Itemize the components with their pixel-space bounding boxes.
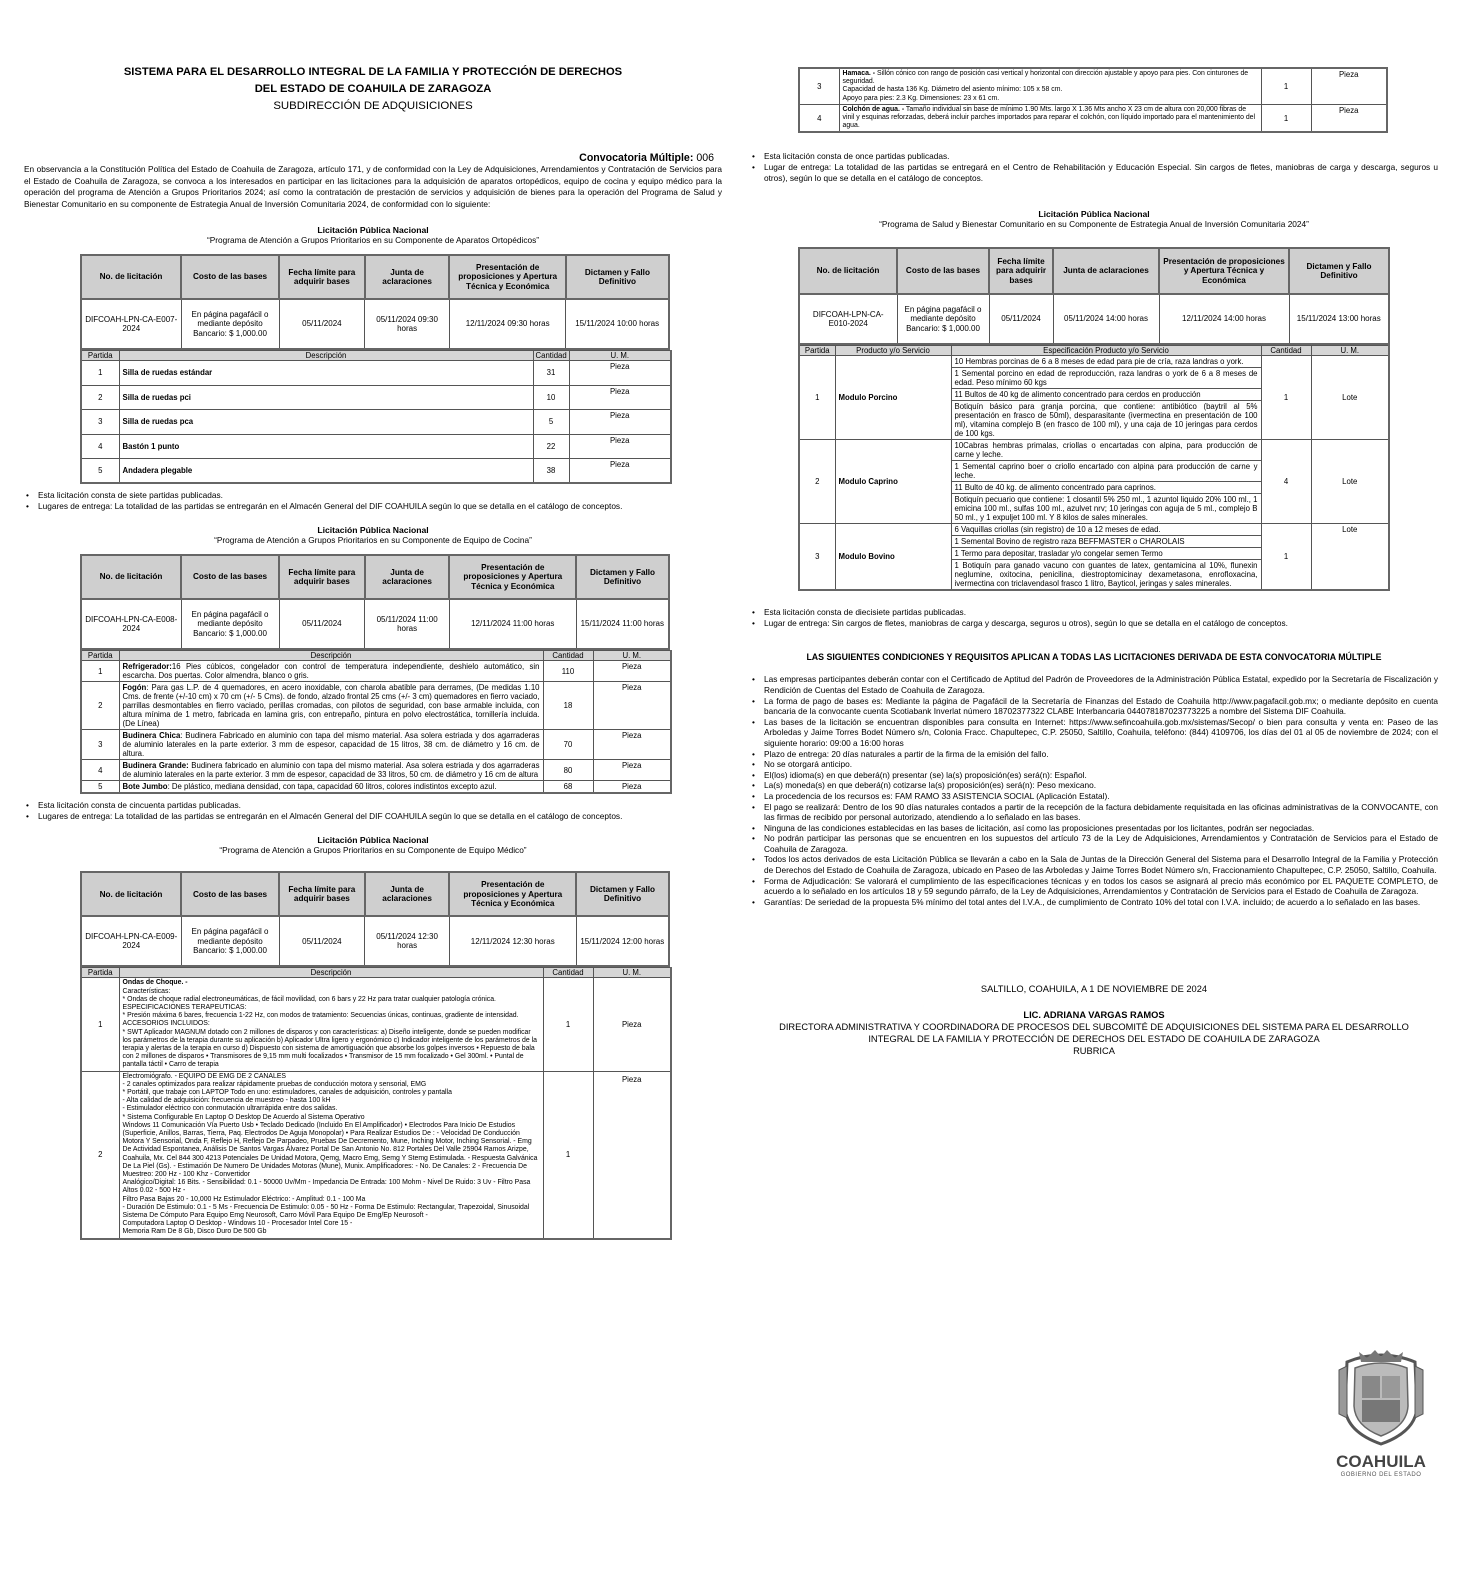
table-row: 4 Bastón 1 punto 22 Pieza bbox=[81, 434, 671, 459]
table-row: 5 Bote Jumbo: De plástico, mediana densidad, con tapa, capacidad 60 litros, colores indistintos excepto azul. 68 Pieza bbox=[81, 781, 671, 794]
table-row: 3 Budinera Chica: Budinera Fabricado en aluminio con tapa del mismo material. Asa solera estriada y dos agarraderas de aluminio laterales en la parte exterior. 3 mm de espesor, capacidad de 15 litros, 38 cm. de diámetro y 16 cm. de altura. 70 Pieza bbox=[81, 730, 671, 760]
lic4-notes bbox=[750, 607, 1438, 628]
org-title-line2: DEL ESTADO DE COAHUILA DE ZARAGOZA bbox=[254, 83, 492, 95]
coat-of-arms-icon bbox=[1325, 1348, 1437, 1448]
note-item: • No podrán participar las personas que se encuentren en los supuestos del artículo 73 de la Ley de Adquisiciones, Arrendamientos y Contratación de Servicios para el Estado de Coahuila de Zaragoza. bbox=[750, 833, 1438, 854]
note-item: • Las empresas participantes deberán contar con el Certificado de Aptitud del Padrón de Proveedores de la Administración Pública Estatal, expedido por la Secretaría de Fiscalización y Rendición de Cuentas del Estado de Coahuila de Zaragoza. bbox=[750, 674, 1438, 695]
table-row: 1 Termo para depositar, trasladar y/o congelar semen Termo bbox=[799, 548, 1389, 560]
lic3-number: DIFCOAH-LPN-CA-E009-2024 bbox=[81, 916, 181, 966]
lic3-notes bbox=[750, 151, 1438, 183]
conditions-title: LAS SIGUIENTES CONDICIONES Y REQUISITOS APLICAN A TODAS LAS LICITACIONES DERIVADA DE ESTA CONVOCATORIA MÚLTIPLE bbox=[806, 652, 1382, 663]
table-row: 4 Budinera Grande: Budinera fabricado en aluminio con tapa del mismo material. Asa solera estriada y dos agarraderas de aluminio laterales en la parte exterior. 3 mm de espesor, capacidad de 33 litros, 50 cm. de diámetro y 16 cm de altura 80 Pieza bbox=[81, 760, 671, 781]
lic1-title: Licitación Pública Nacional bbox=[317, 225, 429, 235]
lic3-program: “Programa de Atención a Grupos Prioritarios en su Componente de Equipo Médico” bbox=[219, 845, 527, 856]
note-item: • El pago se realizará: Dentro de los 90 días naturales contados a partir de la recepción de la factura debidamente requisitada en las oficinas administrativas de la CONVOCANTE, con las firmas de recibido por personal autorizado, atendiendo a lo señalado en las bases. bbox=[750, 802, 1438, 823]
table-row: 1 Semental caprino boer o criollo encartado con alpina para producción de carne y leche. bbox=[799, 461, 1389, 482]
table-row: 1 Semental Bovino de registro raza BEFFMASTER o CHAROLAIS bbox=[799, 536, 1389, 548]
conditions-list bbox=[750, 674, 1438, 907]
note-item: • Esta licitación consta de once partidas publicadas. bbox=[750, 151, 1438, 162]
note-item: • La forma de pago de bases es: Mediante la página de Pagafácil de la Secretaría de Finanzas del Estado de Coahuila http://www.pagafacil.gob.mx; o mediante depósito en cuenta bancaria de la convocante cuenta Scotiabank Inverlat número 18702377322 CLABE Interbancaria 044078187023773225 a nombre del Sistema DIF Coahuila. bbox=[750, 696, 1438, 717]
table-row: Botiquín básico para granja porcina, que contiene: antibiótico (baytril al 5% presentación en frasco de 50ml), desparasitante (ivermectina en presentación de 100 ml), vitamina complejo B (en frasco de 100 ml), y una caja de 10 jeringas para cerdos de 100 kgs. bbox=[799, 401, 1389, 440]
convocatoria-number: Convocatoria Múltiple: 006 bbox=[579, 152, 714, 164]
note-item: • Lugar de entrega: Sin cargos de fletes, maniobras de carga y descarga, seguros u otros), según lo que se detalla en el catálogo de conceptos. bbox=[750, 618, 1438, 629]
lic2-notes bbox=[24, 800, 722, 821]
table-row: 3 Hamaca. - Sillón cónico con rango de posición casi vertical y horizontal con dirección ajustable y apoyo para pies. Con cinturones de seguridad. Capacidad de hasta 136 Kg. Diámetro del asiento mínimo: 105 x 58 cm. Apoyo para pies: 2.3 Kg. Dimensiones: 23 x 61 cm. 1 Pieza bbox=[799, 68, 1387, 104]
note-item: • Las bases de la licitación se encuentran disponibles para consulta en Internet: https://www.sefincoahuila.gob.mx/sistemas/Secop/ o bien para consulta y venta en: Paseo de las Arboledas y Jaime Torres Bodet Número s/n, Colonia Fracc. Chapultepec, C.P. 25050, Saltillo, Coahuila, teléfono: (844) 4109706, los días del 01 al 05 de noviembre de 2024; con el siguiente horario: 09:00 a 16:00 horas bbox=[750, 717, 1438, 749]
lic4-table: No. de licitación Costo de las bases Fecha límite para adquirir bases Junta de aclaraciones Presentación de proposiciones y Apertura Técnica y Económica Dictamen y Fallo Definitivo DIFCOAH-LPN-CA-E010-2024 En página pagafácil o mediante depósito Bancario: $ 1,000.00 05/11/2024 05/11/2024 14:00 horas 12/11/2024 14:00 horas 15/11/2024 13:00 horas bbox=[798, 247, 1390, 345]
table-row: 1 Silla de ruedas estándar 31 Pieza bbox=[81, 361, 671, 386]
right-column bbox=[750, 0, 1438, 1057]
note-item: • Ninguna de las condiciones establecidas en las bases de licitación, así como las proposiciones presentadas por los licitantes, podrán ser negociadas. bbox=[750, 823, 1438, 834]
logo-name: COAHUILA bbox=[1336, 1452, 1426, 1471]
lic3-table: No. de licitación Costo de las bases Fecha límite para adquirir bases Junta de aclaraciones Presentación de proposiciones y Apertura Técnica y Económica Dictamen y Fallo Definitivo DIFCOAH-LPN-CA-E009-2024 En página pagafácil o mediante depósito Bancario: $ 1,000.00 05/11/2024 05/11/2024 12:30 horas 12/11/2024 12:30 horas 15/11/2024 12:00 horas bbox=[80, 871, 670, 967]
lic1-number: DIFCOAH-LPN-CA-E007-2024 bbox=[81, 299, 181, 349]
table-row: 1 Ondas de Choque. - Características: * Ondas de choque radial electroneumáticas, de fácil movilidad, con 6 bars y 22 Hz para tratar cualquier patología crónica. ESPECIFICACIONES TERAPEUTICAS: * Presión máxima 6 bares, frecuencia 1-22 Hz, con modos de tratamiento: Secuencias únicas, continuas, gradiente de intensidad. ACCESORIOS INCLUIDOS: * SWT Aplicador MAGNUM dotado con 2 millones de disparos y con características: a) Diseño inteligente, donde se pueden modificar los parámetros de la terapia durante su aplicación b) Aplicador Ultra ligero y ergonómico c) Indicador inteligente de los parámetros de la terapia y alertas de la terapia en curso d) Dispuesto con sistema de amortiguación que absorbe los golpes inversos • Repuesto de bala con 2 millones de disparos • Transmisores de 9,15 mm multi focalizados • Transmisor de 15 mm focalizado • Gel 300ml. • Puntal de pantalla táctil • Carro de terapia 1 Pieza bbox=[81, 978, 671, 1071]
org-subtitle: SUBDIRECCIÓN DE ADQUISICIONES bbox=[273, 100, 473, 112]
table-row: 1 Semental porcino en edad de reproducción, raza landras o york de 6 a 8 meses de edad. Peso mínimo 60 kgs bbox=[799, 368, 1389, 389]
table-row: 2 Silla de ruedas pci 10 Pieza bbox=[81, 385, 671, 410]
lic1-items: Partida Descripción Cantidad U. M. 1 Silla de ruedas estándar 31 Pieza 2 Silla de ruedas pci 10 Pieza 3 Silla de ruedas pca 5 Pieza 4 Bastón 1 punto 22 Pieza 5 Andadera plegable 38 Pieza bbox=[80, 350, 672, 484]
lic2-program: “Programa de Atención a Grupos Prioritarios en su Componente de Equipo de Cocina” bbox=[214, 535, 532, 546]
lic4-items: Partida Producto y/o Servicio Especificación Producto y/o Servicio Cantidad U. M. 1 Modulo Porcino 10 Hembras porcinas de 6 a 8 meses de edad para pie de cría, raza landras o york. 1 Lote 1 Semental porcino en edad de reproducción, raza landras o york de 6 a 8 meses de edad. Peso mínimo 60 kgs 11 Bultos de 40 kg de alimento concentrado para cerdos en producción Botiquín básico para granja porcina, que contiene: antibiótico (baytril al 5% presentación en frasco de 50ml), desparasitante (ivermectina en presentación de 100 ml), vitamina complejo B (en frasco de 100 ml), y una caja de 10 jeringas para cerdos de 100 kgs. 2 Modulo Caprino 10Cabras hembras primalas, criollas o encartadas con alpina, para producción de carne y leche. 4 Lote 1 Semental caprino boer o criollo encartado con alpina para producción de carne y leche. 11 Bulto de 40 kg. de alimento concentrado para caprinos. Botiquín pecuario que contiene: 1 closantil 5% 250 ml., 1 azuntol liquido 20% 100 ml., 1 emicina 100 ml., sulfas 100 ml., azulvet nrv; 10 jeringas con aguja de 5 ml., complejo B 50 ml., y 1 expuljet 100 ml. Y 8 kilos de sales minerales. 3 Modulo Bovino 6 Vaquillas criollas (sin registro) de 10 a 12 meses de edad. 1 Lote 1 Semental Bovino de registro raza BEFFMASTER o CHAROLAIS 1 Termo para depositar, trasladar y/o congelar semen Termo 1 Botiquín para ganado vacuno con guantes de latex, gentamicina al 10%, flunexin neglumine, oxitocina, penicilina, diestroptomicinay dexametasona, enrofloxacina, ivermectina con triclavendasol frasco 1 litro, Bayticol, jeringas y sales minerales. bbox=[798, 345, 1390, 591]
signature-place: SALTILLO, COAHUILA, A 1 DE NOVIEMBRE DE 2024 bbox=[980, 984, 1208, 995]
note-item: • La(s) moneda(s) en que deberá(n) cotizarse la(s) proposición(es) será(n): Peso mexicano. bbox=[750, 780, 1438, 791]
table-row: 3 Modulo Bovino 6 Vaquillas criollas (sin registro) de 10 a 12 meses de edad. 1 Lote bbox=[799, 524, 1389, 536]
table-row: 11 Bultos de 40 kg de alimento concentrado para cerdos en producción bbox=[799, 389, 1389, 401]
note-item: • Lugares de entrega: La totalidad de las partidas se entregarán en el Almacén General del DIF COAHUILA según lo que se detalla en el catálogo de conceptos. bbox=[24, 501, 722, 512]
lic2-table: No. de licitación Costo de las bases Fecha límite para adquirir bases Junta de aclaraciones Presentación de proposiciones y Apertura Técnica y Económica Dictamen y Fallo Definitivo DIFCOAH-LPN-CA-E008-2024 En página pagafácil o mediante depósito Bancario: $ 1,000.00 05/11/2024 05/11/2024 11:00 horas 12/11/2024 11:00 horas 15/11/2024 11:00 horas bbox=[80, 554, 670, 650]
coahuila-logo bbox=[1325, 1348, 1437, 1478]
org-title-line1: SISTEMA PARA EL DESARROLLO INTEGRAL DE LA FAMILIA Y PROTECCIÓN DE DERECHOS bbox=[123, 66, 623, 78]
table-row: Botiquín pecuario que contiene: 1 closantil 5% 250 ml., 1 azuntol liquido 20% 100 ml., 1 emicina 100 ml., sulfas 100 ml., azulvet nrv; 10 jeringas con aguja de 5 ml., complejo B 50 ml., y 1 expuljet 100 ml. Y 8 kilos de sales minerales. bbox=[799, 494, 1389, 524]
signature-name: LIC. ADRIANA VARGAS RAMOS bbox=[1023, 1010, 1165, 1021]
note-item: • Todos los actos derivados de esta Licitación Pública se llevarán a cabo en la Sala de Juntas de la Dirección General del Sistema para el Desarrollo Integral de la Familia y Protección de Derechos del Estado de Coahuila de Zaragoza, ubicado en Paseo de las Arboledas y Jaime Torres Bodet Número s/n, Fraccionamiento Chapultepec, C.P. 25050, Saltillo, Coahuila. bbox=[750, 854, 1438, 875]
note-item: • Esta licitación consta de diecisiete partidas publicadas. bbox=[750, 607, 1438, 618]
lic4-title: Licitación Pública Nacional bbox=[1038, 209, 1150, 220]
note-item: • Esta licitación consta de siete partidas publicadas. bbox=[24, 490, 722, 501]
note-item: • La procedencia de los recursos es: FAM RAMO 33 ASISTENCIA SOCIAL (Aplicación Estatal). bbox=[750, 791, 1438, 802]
left-column bbox=[24, 0, 722, 1240]
table-row: 2 Modulo Caprino 10Cabras hembras primalas, criollas o encartadas con alpina, para producción de carne y leche. 4 Lote bbox=[799, 440, 1389, 461]
intro-paragraph: En observancia a la Constitución Política del Estado de Coahuila de Zaragoza, artículo 171, y de conformidad con la Ley de Adquisiciones, Arrendamientos y Contratación de Servicios para el Estado de Coahuila de Zaragoza, se convoca a los interesados en participar en las licitaciones para la adquisición de aparatos ortopédicos, equipo de cocina y equipo médico para la operación del programa de Atención a Grupos Prioritarios 2024; así como la contratación de prestación de servicios y adquisición de bienes para la operación del Programa de Salud y Bienestar Comunitario en su componente de Estrategia Anual de Inversión Comunitaria 2024, de conformidad con lo siguiente: bbox=[24, 164, 722, 209]
note-item: • El(los) idioma(s) en que deberá(n) presentar (se) la(s) proposición(es) será(n): Español. bbox=[750, 770, 1438, 781]
lic4-program: “Programa de Salud y Bienestar Comunitario en su Componente de Estrategia Anual de Inversión Comunitaria 2024” bbox=[879, 219, 1309, 230]
table-row: 3 Silla de ruedas pca 5 Pieza bbox=[81, 410, 671, 435]
table-row: 11 Bulto de 40 kg. de alimento concentrado para caprinos. bbox=[799, 482, 1389, 494]
note-item: • Lugares de entrega: La totalidad de las partidas se entregarán en el Almacén General del DIF COAHUILA según lo que se detalla en el catálogo de conceptos. bbox=[24, 811, 722, 822]
table-row: 2 Fogón: Para gas L.P. de 4 quemadores, en acero inoxidable, con charola abatible para derrames, (De medidas 1.10 Cms. de frente (+/-10 cm) x 70 cm (+/- 5 Cms). de fondo, alzado frontal 25 cms (+/- 3 cm) quemadores en fierro vaciado, parrillas desmontables en fierro vaciado, perillas cromadas, con pilotos de seguridad, con base armable incluida, con altura mínima de 1 metro, fabricada en lamina gris, con entrepaño, pintura en polvo electrostática, tornillería incluida. (De Línea) 18 Pieza bbox=[81, 682, 671, 730]
lic1-notes bbox=[24, 490, 722, 511]
note-item: • Garantías: De seriedad de la propuesta 5% mínimo del total antes del I.V.A., de cumplimiento de Contrato 10% del total con I.V.A. incluido; de acuerdo a lo señalado en las bases. bbox=[750, 897, 1438, 908]
logo-sub: GOBIERNO DEL ESTADO bbox=[1340, 1472, 1422, 1478]
note-item: • Lugar de entrega: La totalidad de las partidas se entregará en el Centro de Rehabilitación y Educación Especial. Sin cargos de fletes, maniobras de carga y descarga, seguros u otros), según lo que se detalla en el catálogo de conceptos. bbox=[750, 162, 1438, 183]
note-item: • No se otorgará anticipo. bbox=[750, 759, 1438, 770]
table-row: 1 Botiquín para ganado vacuno con guantes de latex, gentamicina al 10%, flunexin neglumine, oxitocina, penicilina, diestroptomicinay dexametasona, enrofloxacina, ivermectina con triclavendasol frasco 1 litro, Bayticol, jeringas y sales minerales. bbox=[799, 560, 1389, 591]
lic1-program: “Programa de Atención a Grupos Prioritarios en su Componente de Aparatos Ortopédicos” bbox=[206, 235, 540, 245]
signature-title: DIRECTORA ADMINISTRATIVA Y COORDINADORA DE PROCESOS DEL SUBCOMITÉ DE ADQUISICIONES DEL SISTEMA PARA EL DESARROLLO INTEGRAL DE LA FAMILIA Y PROTECCIÓN DE DERECHOS DEL ESTADO DE COAHUILA DE ZARAGOZA bbox=[779, 1022, 1409, 1045]
lic3-continued-table bbox=[798, 67, 1388, 133]
lic1-table: No. de licitación Costo de las bases Fecha límite para adquirir bases Junta de aclaraciones Presentación de proposiciones y Apertura Técnica y Económica Dictamen y Fallo Definitivo DIFCOAH-LPN-CA-E007-2024 En página pagafácil o mediante depósito Bancario: $ 1,000.00 05/11/2024 05/11/2024 09:30 horas 12/11/2024 09:30 horas 15/11/2024 10:00 horas bbox=[80, 254, 670, 350]
table-row: 2 Electromiógrafo. - EQUIPO DE EMG DE 2 CANALES - 2 canales optimizados para realizar rápidamente pruebas de conducción motora y sensorial, EMG * Portátil, que trabaje con LAPTOP Todo en uno: estimuladores, canales de adquisición, controles y pantalla - Alta calidad de adquisición: frecuencia de muestreo - hasta 100 kH - Estimulador eléctrico con conmutación ultrarrápida entre dos salidas. * Sistema Configurable En Laptop O Desktop De Acuerdo al Sistema Operativo Windows 11 Comunicación Vía Puerto Usb • Teclado Dedicado (Incluido En El Amplificador) • Electrodos Para Inicio De Estudios (Superficie, Anillos, Barras, Tierra, Paq. Electrodos De Aguja Monopolar) • Para Realizar Estudios De : - Velocidad De Conducción Motora Y Sensorial, Onda F, Reflejo H, Reflejo De Parpadeo, Pruebas De Decremento, Mune, Inching Motor, Inching Sensorial. - Emg De Actividad Espontanea, Análisis De Santos Vargas Álvarez Portal De San Antonio No. 812 Portales Del Valle 25904 Ramos Arizpe, Coahuila, Mx. Cel 844 300 4213 Potenciales De Unidad Motora, Qemg, Macro Emg, Semg Y Stemg Estimulada. - Respuesta Galvánica De La Piel (Gs). - Estimación De Numero De Unidades Motoras (Mune), Munix. Amplificadores: - No. De Canales: 2 - Frecuencia De Muestreo: 200 Hz - 100 Khz - Convertidor Analógico/Digital: 16 Bits. - Sensibilidad: 0.1 - 50000 Uv/Mm - Impedancia De Entrada: 100 Mohm - Nivel De Ruido: 3 Uv - Filtro Pasa Altos 0.02 - 500 Hz - Filtro Pasa Bajas 20 - 10,000 Hz Estimulador Eléctrico: - Amplitud: 0.1 - 100 Ma - Duración De Estimulo: 0.1 - 5 Ms - Frecuencia De Estimulo: 0.05 - 50 Hz - Forma De Estimulo: Rectangular, Trapezoidal, Sinusoidal Sistema De Cómputo Para Equipo Emg Neurosoft, Carro Móvil Para Equipo De Emg/Ep Neurosoft - Computadora Laptop O Desktop - Windows 10 - Procesador Intel Core 15 - Memoria Ram De 8 Gb, Disco Duro De 500 Gb 1 Pieza bbox=[81, 1071, 671, 1239]
table-row: 4 Colchón de agua. - Tamaño individual sin base de mínimo 1.90 Mts. largo X 1.36 Mts ancho X 23 cm de altura con 20,000 fibras de vinil y esquinas reforzadas, deberá incluir parches importados para reparar el colchón, con líquido importado para el mantenimiento del agua. 1 Pieza bbox=[799, 104, 1387, 132]
lic3-items: Partida Descripción Cantidad U. M. 1 Ondas de Choque. - Características: * Ondas de choque radial electroneumáticas, de fácil movilidad, con 6 bars y 22 Hz para tratar cualquier patología crónica. ESPECIFICACIONES TERAPEUTICAS: * Presión máxima 6 bares, frecuencia 1-22 Hz, con modos de tratamiento: Secuencias únicas, continuas, gradiente de intensidad. ACCESORIOS INCLUIDOS: * SWT Aplicador MAGNUM dotado con 2 millones de disparos y con características: a) Diseño inteligente, donde se pueden modificar los parámetros de la terapia durante su aplicación b) Aplicador Ultra ligero y ergonómico c) Indicador inteligente de los parámetros de la terapia y alertas de la terapia en curso d) Dispuesto con sistema de amortiguación que absorbe los golpes inversos • Repuesto de bala con 2 millones de disparos • Transmisores de 9,15 mm multi focalizados • Transmisor de 15 mm focalizado • Gel 300ml. • Puntal de pantalla táctil • Carro de terapia 1 Pieza 2 Electromiógrafo. - EQUIPO DE EMG DE 2 CANALES - 2 canales optimizados para realizar rápidamente pruebas de conducción motora y sensorial, EMG * Portátil, que trabaje con LAPTOP Todo en uno: estimuladores, canales de adquisición, controles y pantalla - Alta calidad de adquisición: frecuencia de muestreo - hasta 100 kH - Estimulador eléctrico con conmutación ultrarrápida entre dos salidas. * Sistema Configurable En Laptop O Desktop De Acuerdo al Sistema Operativo Windows 11 Comunicación Vía Puerto Usb • Teclado Dedicado (Incluido En El Amplificador) • Electrodos Para Inicio De Estudios (Superficie, Anillos, Barras, Tierra, Paq. Electrodos De Aguja Monopolar) • Para Realizar Estudios De : - Velocidad De Conducción Motora Y Sensorial, Onda F, Reflejo H, Reflejo De Parpadeo, Pruebas De Decremento, Mune, Inching Motor, Inching Sensorial. - Emg De Actividad Espontanea, Análisis De Santos Vargas Álvarez Portal De San Antonio No. 812 Portales Del Valle 25904 Ramos Arizpe, Coahuila, Mx. Cel 844 300 4213 Potenciales De Unidad Motora, Qemg, Macro Emg, Semg Y Stemg Estimulada. - Respuesta Galvánica De La Piel (Gs). - Estimación De Numero De Unidades Motoras (Mune), Munix. Amplificadores: - No. De Canales: 2 - Frecuencia De Muestreo: 200 Hz - 100 Khz - Convertidor Analógico/Digital: 16 Bits. - Sensibilidad: 0.1 - 50000 Uv/Mm - Impedancia De Entrada: 100 Mohm - Nivel De Ruido: 3 Uv - Filtro Pasa Altos 0.02 - 500 Hz - Filtro Pasa Bajas 20 - 10,000 Hz Estimulador Eléctrico: - Amplitud: 0.1 - 100 Ma - Duración De Estimulo: 0.1 - 5 Ms - Frecuencia De Estimulo: 0.05 - 50 Hz - Forma De Estimulo: Rectangular, Trapezoidal, Sinusoidal Sistema De Cómputo Para Equipo Emg Neurosoft, Carro Móvil Para Equipo De Emg/Ep Neurosoft - Computadora Laptop O Desktop - Windows 10 - Procesador Intel Core 15 - Memoria Ram De 8 Gb, Disco Duro De 500 Gb 1 Pieza bbox=[80, 967, 672, 1239]
lic2-items: Partida Descripción Cantidad U. M. 1 Refrigerador:16 Pies cúbicos, congelador con control de temperatura independiente, deshielo automático, sin escarcha. Dos puertas. Color almendra, blanco o gris. 110 Pieza 2 Fogón: Para gas L.P. de 4 quemadores, en acero inoxidable, con charola abatible para derrames, (De medidas 1.10 Cms. de frente (+/-10 cm) x 70 cm (+/- 5 Cms). de fondo, alzado frontal 25 cms (+/- 3 cm) quemadores en fierro vaciado, parrillas desmontables en fierro vaciado, perillas cromadas, con pilotos de seguridad, con base armable incluida, con altura mínima de 1 metro, fabricada en lamina gris, con entrepaño, pintura en polvo electrostática, tornillería incluida. (De Línea) 18 Pieza 3 Budinera Chica: Budinera Fabricado en aluminio con tapa del mismo material. Asa solera estriada y dos agarraderas de aluminio laterales en la parte exterior. 3 mm de espesor, capacidad de 15 litros, 38 cm. de diámetro y 16 cm. de altura. 70 Pieza 4 Budinera Grande: Budinera fabricado en aluminio con tapa del mismo material. Asa solera estriada y dos agarraderas de aluminio laterales en la parte exterior. 3 mm de espesor, capacidad de 33 litros, 50 cm. de diámetro y 16 cm de altura 80 Pieza 5 Bote Jumbo: De plástico, mediana densidad, con tapa, capacidad 60 litros, colores indistintos excepto azul. 68 Pieza bbox=[80, 650, 672, 794]
table-row: 1 Refrigerador:16 Pies cúbicos, congelador con control de temperatura independiente, deshielo automático, sin escarcha. Dos puertas. Color almendra, blanco o gris. 110 Pieza bbox=[81, 661, 671, 682]
lic3-title: Licitación Pública Nacional bbox=[317, 835, 429, 846]
signature-rubrica: RUBRICA bbox=[1073, 1046, 1115, 1057]
table-row: 1 Modulo Porcino 10 Hembras porcinas de 6 a 8 meses de edad para pie de cría, raza landras o york. 1 Lote bbox=[799, 356, 1389, 368]
lic2-number: DIFCOAH-LPN-CA-E008-2024 bbox=[81, 599, 181, 649]
note-item: • Plazo de entrega: 20 días naturales a partir de la firma de la emisión del fallo. bbox=[750, 749, 1438, 760]
table-row: 5 Andadera plegable 38 Pieza bbox=[81, 459, 671, 484]
note-item: • Esta licitación consta de cincuenta partidas publicadas. bbox=[24, 800, 722, 811]
lic4-number: DIFCOAH-LPN-CA-E010-2024 bbox=[799, 294, 897, 344]
note-item: • Forma de Adjudicación: Se valorará el cumplimiento de las especificaciones técnicas y en todos los casos se asignará al precio más económico por EL PAQUETE COMPLETO, de acuerdo a lo señalado en los artículos 18 y 59 segundo párrafo, de la Ley de Adquisiciones, Arrendamientos y Contratación de Servicios para el Estado de Coahuila de Zaragoza. bbox=[750, 876, 1438, 897]
lic2-title: Licitación Pública Nacional bbox=[317, 525, 429, 536]
